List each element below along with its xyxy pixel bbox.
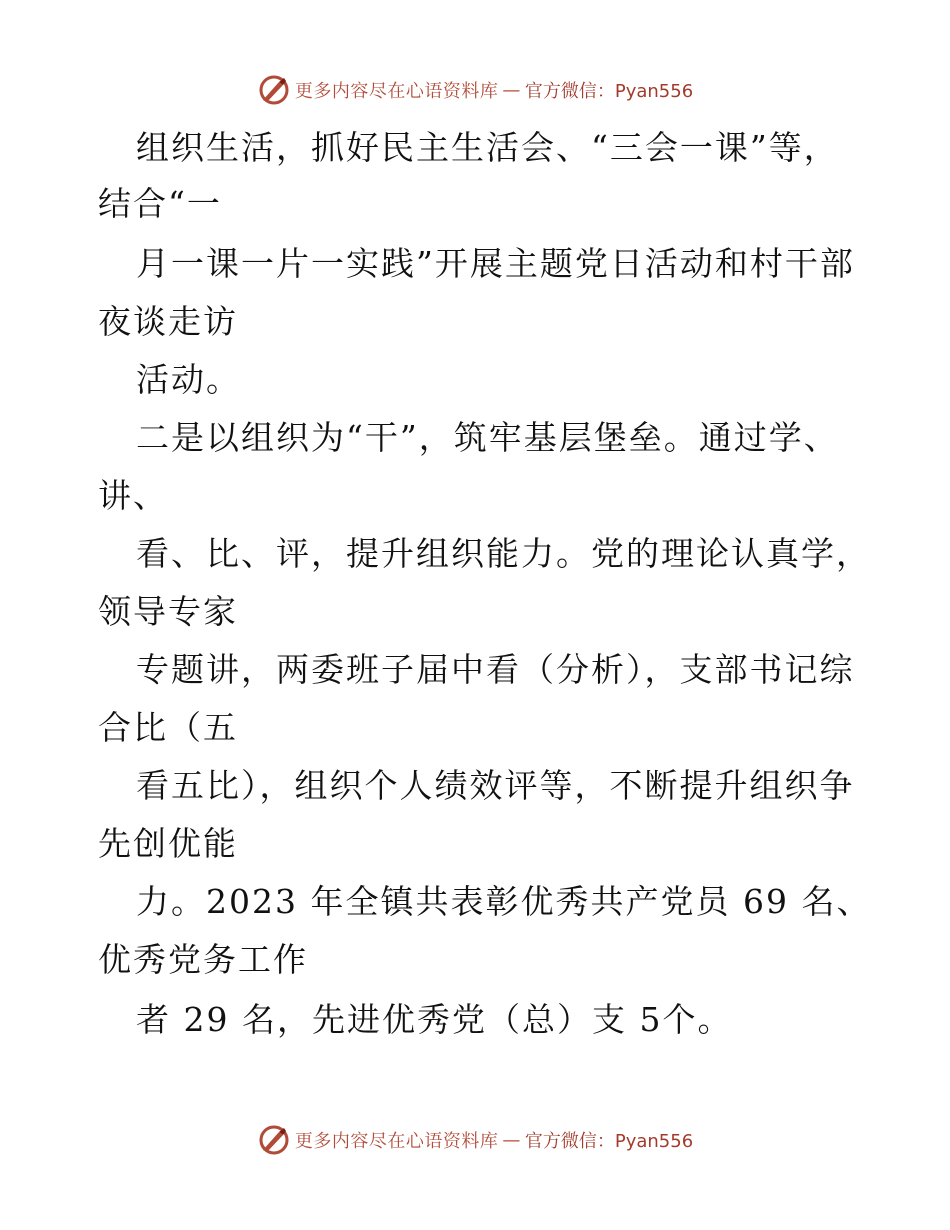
watermark-dash: — bbox=[502, 1129, 521, 1151]
body-line: 者 29 名，先进优秀党（总）支 5个。 bbox=[136, 1000, 733, 1039]
body-line: 看五比），组织个人绩效评等，不断提升组织争 bbox=[136, 766, 855, 805]
header-watermark bbox=[0, 72, 950, 108]
watermark-dash: — bbox=[502, 79, 521, 101]
body-line: 专题讲，两委班子届中看（分析），支部书记综 bbox=[136, 650, 855, 689]
pen-logo-icon bbox=[257, 1123, 291, 1157]
body-line: 活动。 bbox=[136, 360, 241, 399]
body-line: 领导专家 bbox=[98, 592, 238, 631]
body-line: 看、比、评，提升组织能力。党的理论认真学， bbox=[136, 534, 871, 573]
footer-watermark bbox=[0, 1122, 950, 1158]
body-line: 二是以组织为“干”，筑牢基层堡垒。通过学、 bbox=[136, 418, 839, 457]
body-line: 优秀党务工作 bbox=[98, 940, 308, 979]
pen-logo-icon bbox=[257, 73, 291, 107]
watermark-wechat: 官方微信：Pyan556 bbox=[524, 81, 694, 102]
watermark-text: 更多内容尽在心语资料库 bbox=[294, 81, 499, 102]
body-line: 先创优能 bbox=[98, 824, 238, 863]
watermark-text: 更多内容尽在心语资料库 bbox=[294, 1131, 499, 1152]
body-line: 合比（五 bbox=[98, 708, 238, 747]
body-line: 夜谈走访 bbox=[98, 302, 238, 341]
body-line: 结合“一 bbox=[98, 184, 222, 223]
watermark-wechat: 官方微信：Pyan556 bbox=[524, 1131, 694, 1152]
body-line: 月一课一片一实践”开展主题党日活动和村干部 bbox=[136, 244, 855, 283]
body-line: 力。2023 年全镇共表彰优秀共产党员 69 名、 bbox=[136, 882, 872, 921]
body-line: 讲、 bbox=[98, 476, 168, 515]
body-line: 组织生活，抓好民主生活会、“三会一课”等， bbox=[136, 128, 839, 167]
